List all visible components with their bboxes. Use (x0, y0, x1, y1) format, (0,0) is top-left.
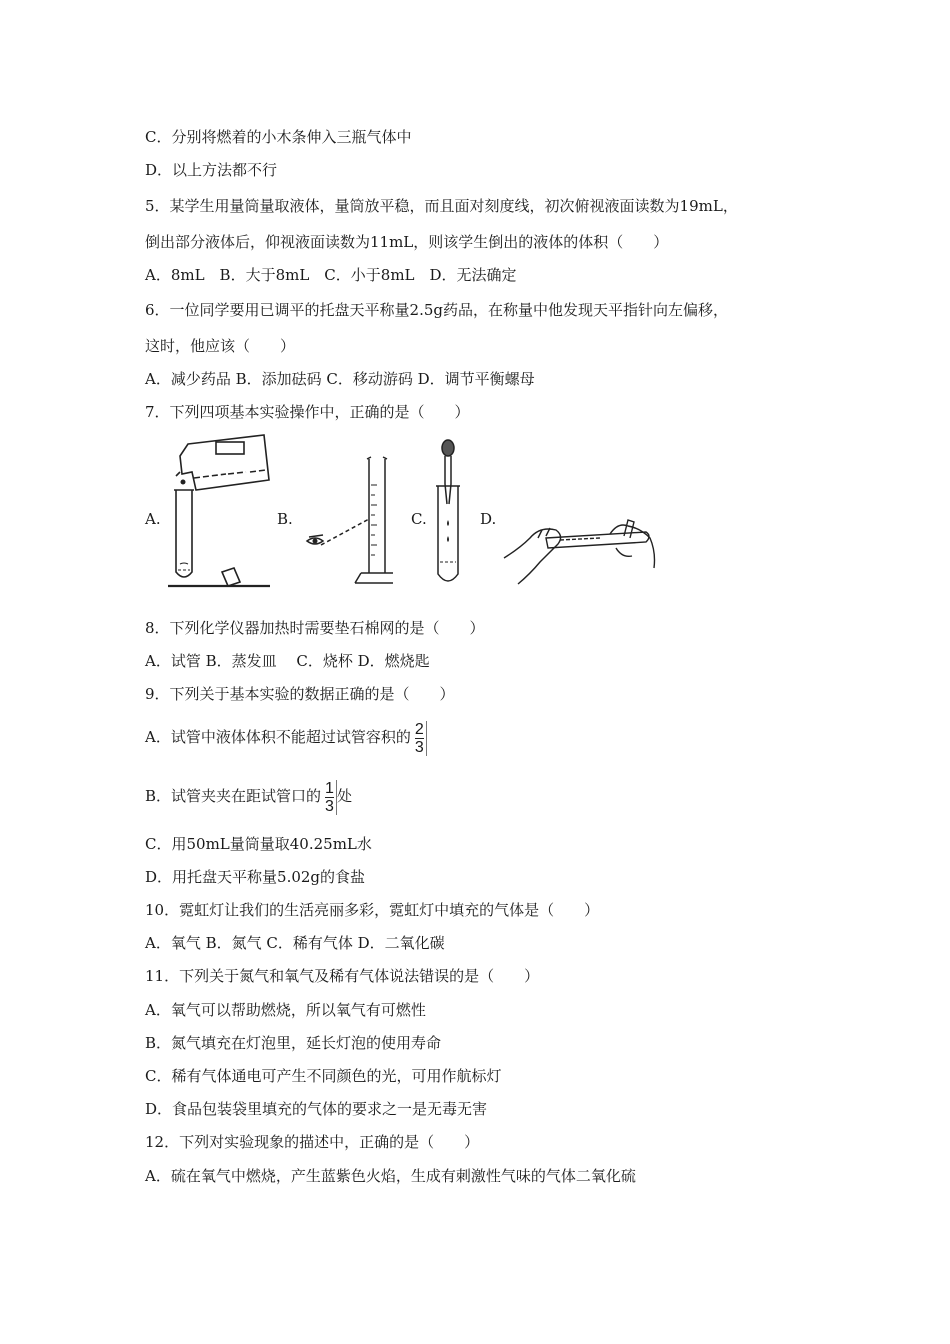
figure-pouring-liquid (166, 432, 272, 590)
q7-label-c: C. (411, 510, 427, 528)
fraction-denominator: 3 (325, 797, 334, 815)
q11-option-c: C．稀有气体通电可产生不同颜色的光，可用作航标灯 (145, 1067, 502, 1085)
q5-stem-line2: 倒出部分液体后，仰视液面读数为11mL，则该学生倒出的液体的体积（ ） (145, 233, 669, 251)
q7-label-a: A. (145, 510, 161, 528)
fraction-denominator: 3 (414, 738, 424, 756)
q12-option-a: A．硫在氧气中燃烧，产生蓝紫色火焰，生成有刺激性气味的气体二氧化硫 (145, 1167, 636, 1185)
q11-option-a: A．氧气可以帮助燃烧，所以氧气有可燃性 (145, 1001, 426, 1019)
q7-label-b: B. (277, 510, 293, 528)
q11-option-d: D．食品包装袋里填充的气体的要求之一是无毒无害 (145, 1100, 488, 1118)
figure-dropper-test-tube (430, 438, 466, 590)
q5-options: A．8mL B．大于8mL C．小于8mL D．无法确定 (145, 266, 517, 284)
figure-shaking-test-tube (500, 508, 658, 588)
q9-stem: 9．下列关于基本实验的数据正确的是（ ） (145, 685, 455, 703)
q11-stem: 11．下列关于氮气和氧气及稀有气体说法错误的是（ ） (145, 967, 540, 985)
figure-reading-cylinder (303, 455, 393, 590)
q9-option-a (145, 717, 427, 757)
q10-options: A．氧气 B．氮气 C．稀有气体 D．二氧化碳 (145, 934, 445, 952)
q11-option-b: B．氮气填充在灯泡里，延长灯泡的使用寿命 (145, 1034, 442, 1052)
fraction-one-third (323, 780, 337, 815)
q6-stem-line1: 6．一位同学要用已调平的托盘天平称量2.5g药品，在称量中他发现天平指针向左偏移， (145, 301, 729, 319)
q6-stem-line2: 这时，他应该（ ） (145, 337, 296, 355)
q10-stem: 10．霓虹灯让我们的生活亮丽多彩，霓虹灯中填充的气体是（ ） (145, 901, 600, 919)
q9-option-c: C．用50mL量筒量取40.25mL水 (145, 835, 372, 853)
q4-option-c: C．分别将燃着的小木条伸入三瓶气体中 (145, 128, 412, 146)
fraction-numerator: 2 (414, 720, 424, 738)
fraction-numerator: 1 (325, 779, 334, 797)
q7-label-d: D. (480, 510, 497, 528)
q8-options: A．试管 B．蒸发皿 C．烧杯 D．燃烧匙 (145, 652, 430, 670)
q9-option-d: D．用托盘天平称量5.02g的食盐 (145, 868, 366, 886)
q7-stem: 7．下列四项基本实验操作中，正确的是（ ） (145, 403, 470, 421)
q5-stem-line1: 5．某学生用量筒量取液体，量筒放平稳，而且面对刻度线，初次俯视液面读数为19mL， (145, 197, 738, 215)
q4-option-d: D．以上方法都不行 (145, 161, 278, 179)
q12-stem: 12．下列对实验现象的描述中，正确的是（ ） (145, 1133, 480, 1151)
q9-option-b-text: B．试管夹夹在距试管口的 (145, 787, 322, 805)
q6-options: A．减少药品 B．添加砝码 C．移动游码 D．调节平衡螺母 (145, 370, 535, 388)
q8-stem: 8．下列化学仪器加热时需要垫石棉网的是（ ） (145, 619, 485, 637)
fraction-two-thirds (413, 721, 427, 756)
q9-option-b (145, 776, 352, 816)
q9-option-a-text: A．试管中液体体积不能超过试管容积的 (145, 728, 411, 746)
q9-option-b-suffix: 处 (336, 787, 352, 805)
